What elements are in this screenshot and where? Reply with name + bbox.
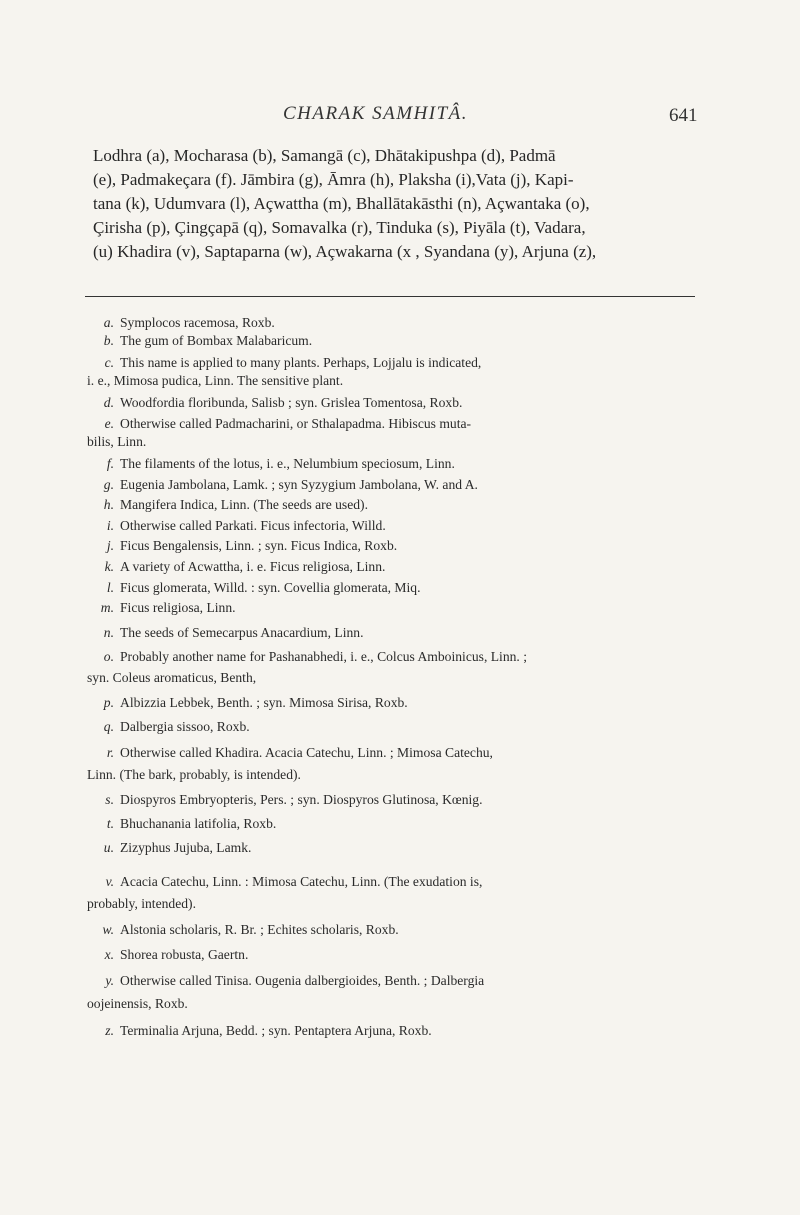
- footnote-text: Otherwise called Parkati. Ficus infectoria, Willd.: [120, 518, 386, 533]
- footnote-text: syn. Coleus aromaticus, Benth,: [87, 670, 257, 685]
- footnote-text: Probably another name for Pashanabhedi, i. e., Colcus Amboinicus, Linn. ;: [120, 649, 527, 664]
- footnote-text: Mangifera Indica, Linn. (The seeds are used).: [120, 497, 368, 512]
- footnote-letter: i.: [106, 518, 114, 533]
- footnote-letter: d.: [103, 395, 114, 410]
- main-text-line: Lodhra (a), Mocharasa (b), Samangā (c), Dhātakipushpa (d), Padmā: [93, 146, 556, 165]
- footnote-text: Linn. (The bark, probably, is intended).: [87, 767, 301, 782]
- footnote-line: [87, 373, 692, 389]
- page-number: 641: [669, 105, 698, 126]
- footnote-text: probably, intended).: [87, 896, 196, 911]
- footnote-text: Dalbergia sissoo, Roxb.: [120, 719, 250, 734]
- main-text-line: Çirisha (p), Çingçapā (q), Somavalka (r), Tinduka (s), Piyāla (t), Vadara,: [93, 218, 586, 237]
- footnote-line: [87, 434, 692, 450]
- footnote-text: Shorea robusta, Gaertn.: [120, 947, 249, 962]
- footnote-letter: l.: [106, 580, 114, 595]
- footnote-letter: q.: [103, 719, 114, 734]
- footnote-line: [90, 333, 695, 349]
- footnote-letter: f.: [106, 456, 114, 471]
- footnote-line: [90, 816, 695, 832]
- footnote-text: Terminalia Arjuna, Bedd. ; syn. Pentaptera Arjuna, Roxb.: [120, 1023, 432, 1038]
- footnote-letter: v.: [105, 874, 114, 889]
- footnote-letter: g.: [103, 477, 114, 492]
- footnote-text: Otherwise called Padmacharini, or Sthalapadma. Hibiscus muta-: [120, 416, 472, 431]
- footnote-letter: w.: [102, 922, 114, 937]
- footnote-line: [90, 477, 695, 493]
- running-header: [0, 103, 800, 133]
- main-text: [93, 144, 695, 264]
- footnote-letter: z.: [105, 1023, 114, 1038]
- footnote-line: [90, 600, 695, 616]
- footnote-line: [90, 538, 695, 554]
- footnote-line: [90, 649, 695, 665]
- main-text-line: (u) Khadira (v), Saptaparna (w), Açwakarna (x , Syandana (y), Arjuna (z),: [93, 242, 597, 261]
- footnote-text: Alstonia scholaris, R. Br. ; Echites scholaris, Roxb.: [120, 922, 399, 937]
- footnote-line: [90, 1023, 695, 1039]
- footnote-line: [90, 625, 695, 641]
- footnote-line: [90, 559, 695, 575]
- footnote-text: Woodfordia floribunda, Salisb ; syn. Grislea Tomentosa, Roxb.: [120, 395, 463, 410]
- footnote-text: The gum of Bombax Malabaricum.: [120, 333, 313, 348]
- footnote-letter: s.: [105, 792, 114, 807]
- footnote-text: Ficus religiosa, Linn.: [120, 600, 236, 615]
- main-text-line: tana (k), Udumvara (l), Açwattha (m), Bhallātakāsthi (n), Açwantaka (o),: [93, 194, 590, 213]
- footnote-text: The seeds of Semecarpus Anacardium, Linn.: [120, 625, 364, 640]
- footnote-letter: h.: [103, 497, 114, 512]
- main-text-line: (e), Padmakeçara (f). Jāmbira (g), Āmra (h), Plaksha (i),Vata (j), Kapi-: [93, 170, 574, 189]
- footnote-line: [90, 416, 695, 432]
- footnote-letter: y.: [105, 973, 114, 988]
- footnote-text: A variety of Acwattha, i. e. Ficus religiosa, Linn.: [120, 559, 386, 574]
- footnote-line: [87, 996, 692, 1012]
- running-title: CHARAK SAMHITÂ.: [283, 103, 469, 124]
- footnote-text: Acacia Catechu, Linn. : Mimosa Catechu, Linn. (The exudation is,: [120, 874, 483, 889]
- footnote-line: [87, 896, 692, 912]
- footnote-letter: p.: [103, 695, 114, 710]
- footnote-letter: u.: [103, 840, 114, 855]
- footnote-text: bilis, Linn.: [87, 434, 147, 449]
- footnote-letter: o.: [103, 649, 114, 664]
- footnote-text: Ficus Bengalensis, Linn. ; syn. Ficus Indica, Roxb.: [120, 538, 398, 553]
- footnote-text: Albizzia Lebbek, Benth. ; syn. Mimosa Sirisa, Roxb.: [120, 695, 408, 710]
- footnote-text: The filaments of the lotus, i. e., Nelumbium speciosum, Linn.: [120, 456, 455, 471]
- footnote-text: Eugenia Jambolana, Lamk. ; syn Syzygium Jambolana, W. and A.: [120, 477, 478, 492]
- footnote-letter: j.: [106, 538, 114, 553]
- footnote-line: [90, 719, 695, 735]
- footnote-line: [90, 695, 695, 711]
- footnote-letter: a.: [103, 315, 114, 330]
- footnote-line: [90, 580, 695, 596]
- footnote-text: Symplocos racemosa, Roxb.: [120, 315, 275, 330]
- footnote-letter: e.: [104, 416, 114, 431]
- footnote-line: [90, 355, 695, 371]
- footnote-text: oojeinensis, Roxb.: [87, 996, 188, 1011]
- footnote-line: [90, 792, 695, 808]
- footnote-text: Otherwise called Khadira. Acacia Catechu, Linn. ; Mimosa Catechu,: [120, 745, 493, 760]
- footnote-letter: x.: [104, 947, 114, 962]
- footnote-letter: m.: [100, 600, 114, 615]
- footnote-line: [90, 874, 695, 890]
- footnote-letter: k.: [104, 559, 114, 574]
- footnote-line: [90, 497, 695, 513]
- footnote-line: [90, 840, 695, 856]
- footnote-text: This name is applied to many plants. Perhaps, Lojjalu is indicated,: [120, 355, 482, 370]
- footnote-line: [90, 315, 695, 331]
- footnote-letter: r.: [106, 745, 114, 760]
- footnote-line: [90, 518, 695, 534]
- footnote-letter: n.: [103, 625, 114, 640]
- footnote-letter: t.: [106, 816, 114, 831]
- footnote-divider: [85, 296, 695, 297]
- footnote-text: i. e., Mimosa pudica, Linn. The sensitive plant.: [87, 373, 344, 388]
- footnote-text: Diospyros Embryopteris, Pers. ; syn. Diospyros Glutinosa, Kœnig.: [120, 792, 483, 807]
- footnote-letter: c.: [104, 355, 114, 370]
- footnote-line: [90, 745, 695, 761]
- footnote-line: [90, 973, 695, 989]
- footnote-letter: b.: [103, 333, 114, 348]
- footnote-line: [87, 670, 692, 686]
- footnote-text: Zizyphus Jujuba, Lamk.: [120, 840, 252, 855]
- footnote-line: [90, 922, 695, 938]
- footnote-line: [87, 767, 692, 783]
- footnote-line: [90, 947, 695, 963]
- footnote-text: Otherwise called Tinisa. Ougenia dalbergioides, Benth. ; Dalbergia: [120, 973, 485, 988]
- footnote-text: Bhuchanania latifolia, Roxb.: [120, 816, 277, 831]
- footnote-text: Ficus glomerata, Willd. : syn. Covellia glomerata, Miq.: [120, 580, 421, 595]
- footnote-line: [90, 395, 695, 411]
- footnote-line: [90, 456, 695, 472]
